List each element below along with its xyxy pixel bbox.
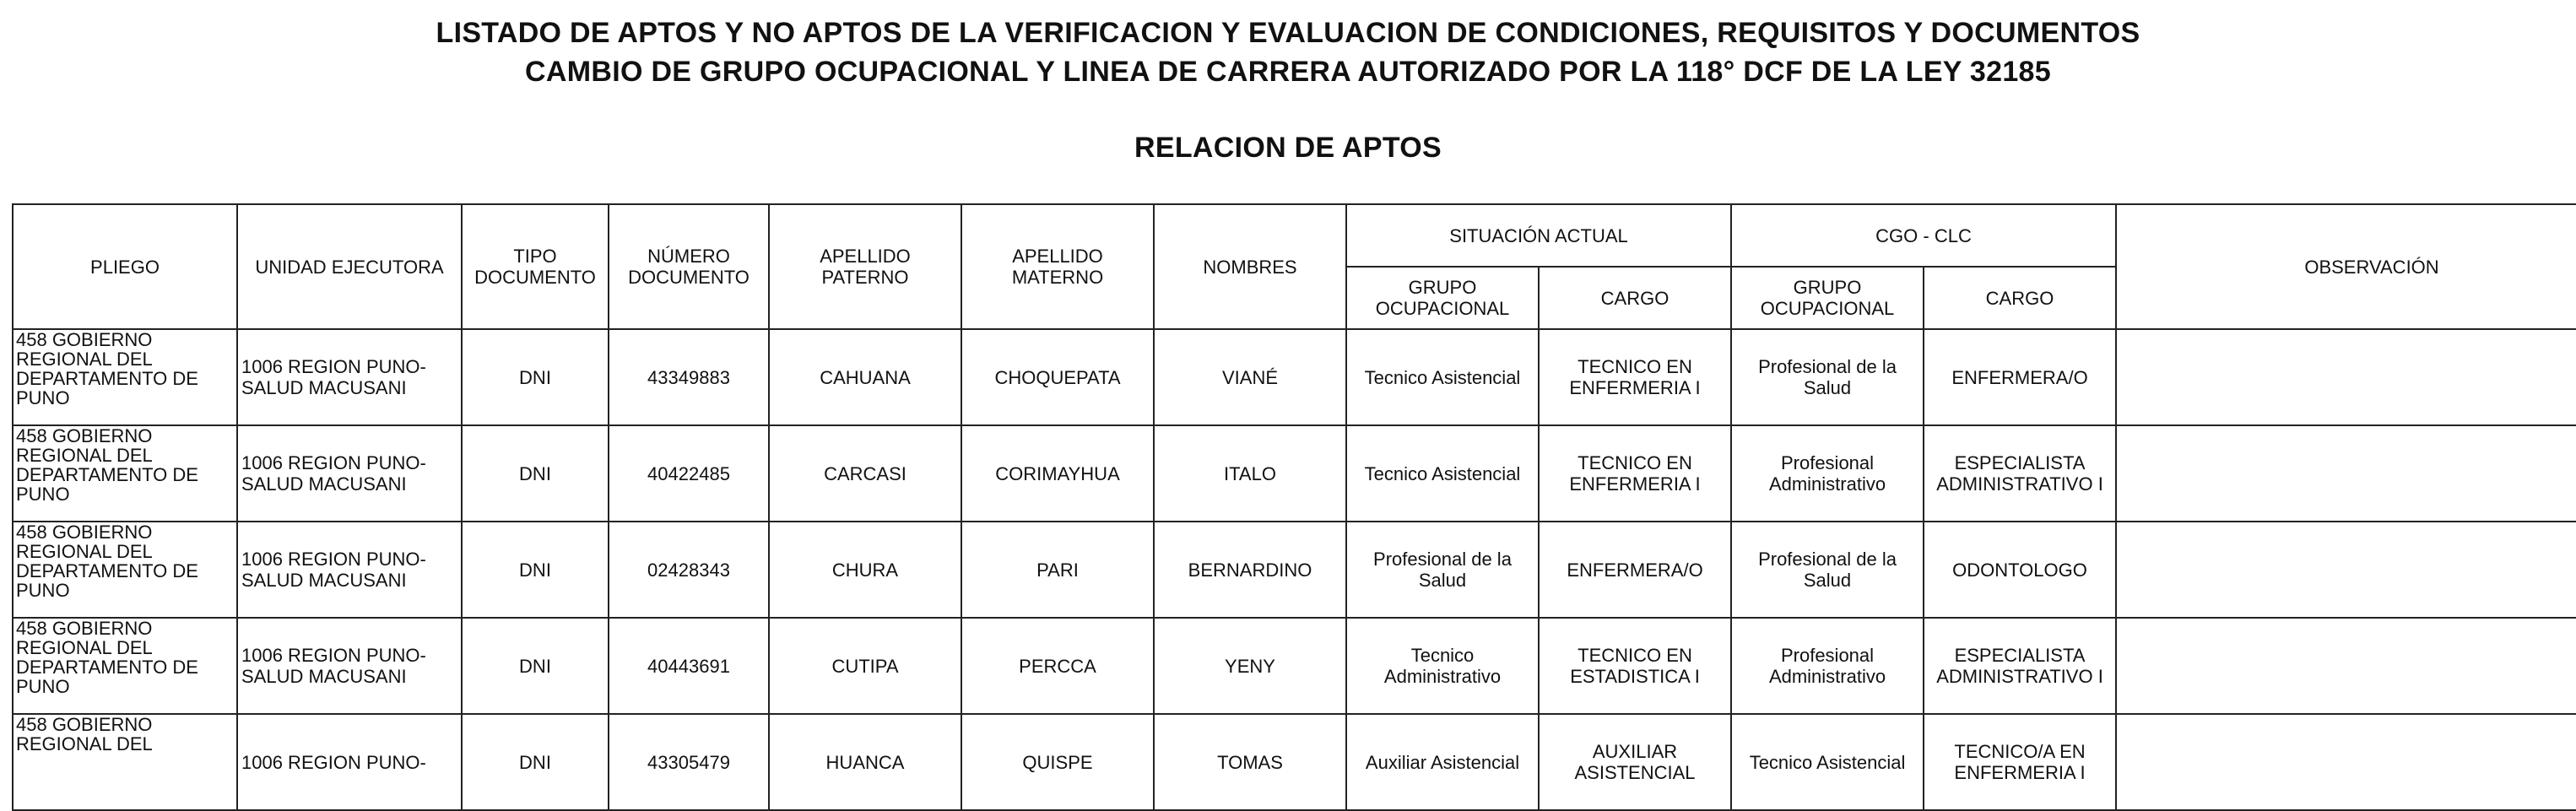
header-cgo-clc: CGO - CLC bbox=[1731, 204, 2116, 267]
cell-actual-cargo: TECNICO EN ENFERMERIA I bbox=[1539, 329, 1731, 425]
header-observacion: OBSERVACIÓN bbox=[2116, 204, 2576, 329]
cell-tipo-documento: DNI bbox=[462, 522, 609, 618]
cell-nombres: ITALO bbox=[1154, 425, 1346, 522]
header-apellido-materno: APELLIDO MATERNO bbox=[961, 204, 1154, 329]
cell-actual-cargo: TECNICO EN ESTADISTICA I bbox=[1539, 618, 1731, 714]
cell-apellido-materno: QUISPE bbox=[961, 714, 1154, 810]
document-title-line-1: LISTADO DE APTOS Y NO APTOS DE LA VERIFICACION Y EVALUACION DE CONDICIONES, REQUISITOS Y DOCUMENTOS bbox=[436, 17, 2140, 49]
cell-cgo-cargo: TECNICO/A EN ENFERMERIA I bbox=[1924, 714, 2116, 810]
cell-numero-documento: 43349883 bbox=[609, 329, 769, 425]
cell-tipo-documento: DNI bbox=[462, 329, 609, 425]
header-actual-cargo: CARGO bbox=[1539, 267, 1731, 329]
cell-cgo-cargo: ENFERMERA/O bbox=[1924, 329, 2116, 425]
cell-observacion bbox=[2116, 522, 2576, 618]
header-nombres: NOMBRES bbox=[1154, 204, 1346, 329]
header-unidad-ejecutora: UNIDAD EJECUTORA bbox=[237, 204, 462, 329]
cell-tipo-documento: DNI bbox=[462, 618, 609, 714]
cell-cgo-grupo: Profesional de la Salud bbox=[1731, 329, 1924, 425]
header-pliego: PLIEGO bbox=[13, 204, 237, 329]
table-header-row bbox=[13, 204, 2576, 267]
cell-cgo-grupo: Profesional de la Salud bbox=[1731, 522, 1924, 618]
cell-tipo-documento: DNI bbox=[462, 714, 609, 810]
cell-pliego: 458 GOBIERNO REGIONAL DEL DEPARTAMENTO DE PUNO bbox=[13, 425, 237, 522]
cell-apellido-paterno: HUANCA bbox=[769, 714, 961, 810]
header-cgo-grupo-ocupacional: GRUPO OCUPACIONAL bbox=[1731, 267, 1924, 329]
cell-nombres: TOMAS bbox=[1154, 714, 1346, 810]
cell-numero-documento: 40422485 bbox=[609, 425, 769, 522]
cell-pliego: 458 GOBIERNO REGIONAL DEL DEPARTAMENTO DE PUNO bbox=[13, 522, 237, 618]
table-row bbox=[13, 618, 2576, 714]
cell-pliego: 458 GOBIERNO REGIONAL DEL DEPARTAMENTO DE PUNO bbox=[13, 618, 237, 714]
cell-cgo-cargo: ODONTOLOGO bbox=[1924, 522, 2116, 618]
header-tipo-documento: TIPO DOCUMENTO bbox=[462, 204, 609, 329]
cell-unidad-ejecutora: 1006 REGION PUNO-SALUD MACUSANI bbox=[237, 522, 462, 618]
aptos-table bbox=[12, 203, 2576, 811]
cell-apellido-materno: CORIMAYHUA bbox=[961, 425, 1154, 522]
cell-apellido-paterno: CUTIPA bbox=[769, 618, 961, 714]
table-row bbox=[13, 425, 2576, 522]
header-situacion-actual: SITUACIÓN ACTUAL bbox=[1346, 204, 1731, 267]
cell-observacion bbox=[2116, 714, 2576, 810]
cell-pliego: 458 GOBIERNO REGIONAL DEL DEPARTAMENTO DE PUNO bbox=[13, 329, 237, 425]
cell-apellido-materno: PERCCA bbox=[961, 618, 1154, 714]
header-cgo-cargo: CARGO bbox=[1924, 267, 2116, 329]
cell-pliego: 458 GOBIERNO REGIONAL DEL bbox=[13, 714, 237, 810]
cell-actual-grupo: Profesional de la Salud bbox=[1346, 522, 1539, 618]
cell-actual-grupo: Auxiliar Asistencial bbox=[1346, 714, 1539, 810]
cell-nombres: VIANÉ bbox=[1154, 329, 1346, 425]
cell-apellido-paterno: CAHUANA bbox=[769, 329, 961, 425]
cell-apellido-paterno: CARCASI bbox=[769, 425, 961, 522]
cell-actual-grupo: Tecnico Administrativo bbox=[1346, 618, 1539, 714]
cell-nombres: YENY bbox=[1154, 618, 1346, 714]
header-actual-grupo-ocupacional: GRUPO OCUPACIONAL bbox=[1346, 267, 1539, 329]
cell-unidad-ejecutora: 1006 REGION PUNO-SALUD MACUSANI bbox=[237, 329, 462, 425]
cell-unidad-ejecutora: 1006 REGION PUNO- bbox=[237, 714, 462, 810]
cell-numero-documento: 43305479 bbox=[609, 714, 769, 810]
table-row bbox=[13, 714, 2576, 810]
cell-cgo-grupo: Profesional Administrativo bbox=[1731, 618, 1924, 714]
cell-numero-documento: 40443691 bbox=[609, 618, 769, 714]
cell-apellido-paterno: CHURA bbox=[769, 522, 961, 618]
cell-cgo-cargo: ESPECIALISTA ADMINISTRATIVO I bbox=[1924, 618, 2116, 714]
cell-cgo-grupo: Profesional Administrativo bbox=[1731, 425, 1924, 522]
cell-nombres: BERNARDINO bbox=[1154, 522, 1346, 618]
cell-observacion bbox=[2116, 329, 2576, 425]
cell-unidad-ejecutora: 1006 REGION PUNO-SALUD MACUSANI bbox=[237, 618, 462, 714]
cell-tipo-documento: DNI bbox=[462, 425, 609, 522]
cell-observacion bbox=[2116, 618, 2576, 714]
section-subtitle: RELACION DE APTOS bbox=[1134, 132, 1442, 164]
cell-numero-documento: 02428343 bbox=[609, 522, 769, 618]
table-row bbox=[13, 329, 2576, 425]
cell-actual-grupo: Tecnico Asistencial bbox=[1346, 329, 1539, 425]
table-row bbox=[13, 522, 2576, 618]
cell-unidad-ejecutora: 1006 REGION PUNO-SALUD MACUSANI bbox=[237, 425, 462, 522]
header-numero-documento: NÚMERO DOCUMENTO bbox=[609, 204, 769, 329]
cell-actual-cargo: TECNICO EN ENFERMERIA I bbox=[1539, 425, 1731, 522]
cell-actual-grupo: Tecnico Asistencial bbox=[1346, 425, 1539, 522]
cell-cgo-grupo: Tecnico Asistencial bbox=[1731, 714, 1924, 810]
cell-actual-cargo: ENFERMERA/O bbox=[1539, 522, 1731, 618]
cell-observacion bbox=[2116, 425, 2576, 522]
cell-apellido-materno: CHOQUEPATA bbox=[961, 329, 1154, 425]
cell-actual-cargo: AUXILIAR ASISTENCIAL bbox=[1539, 714, 1731, 810]
cell-cgo-cargo: ESPECIALISTA ADMINISTRATIVO I bbox=[1924, 425, 2116, 522]
cell-apellido-materno: PARI bbox=[961, 522, 1154, 618]
header-apellido-paterno: APELLIDO PATERNO bbox=[769, 204, 961, 329]
document-title-line-2: CAMBIO DE GRUPO OCUPACIONAL Y LINEA DE CARRERA AUTORIZADO POR LA 118° DCF DE LA LEY 32185 bbox=[525, 56, 2051, 88]
